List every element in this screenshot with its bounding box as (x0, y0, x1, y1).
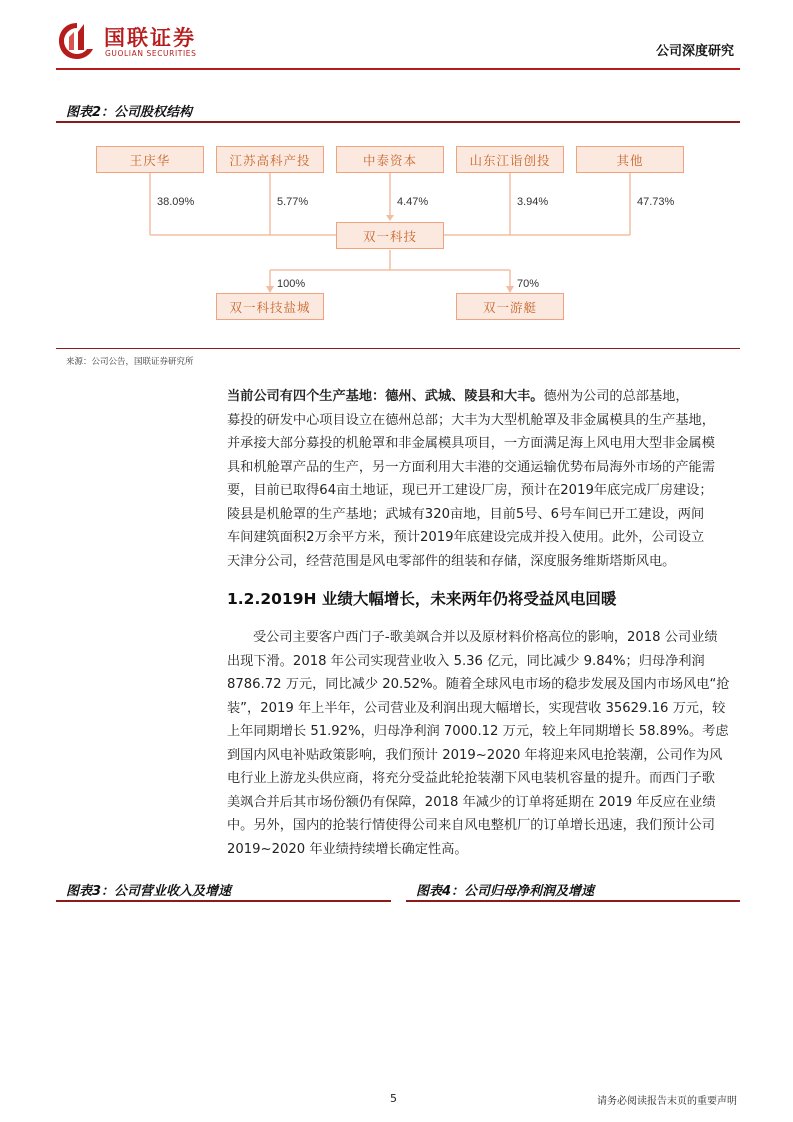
paragraph-production-bases (227, 385, 739, 573)
paragraph-line: 电行业上游龙头供应商，将充分受益此轮抢装潮下风电装机容量的提升。而西门子歌 (227, 771, 715, 786)
figure4-title: 图表4：公司归母净利润及增速 (416, 884, 595, 899)
paragraph-line: 8786.72 万元，同比减少 20.52%。随着全球风电市场的稳步发展及国内市场风电“抢 (227, 677, 730, 692)
figure4-top-rule (406, 900, 740, 902)
shareholder-box-jiangsu-gaoke: 江苏高科产投 (216, 146, 324, 173)
paragraph-line: 上年同期增长 51.92%，归母净利润 7000.12 万元，较上年同期增长 58.89%。考虑 (227, 724, 729, 739)
footer-disclaimer: 请务必阅读报告末页的重要声明 (597, 1096, 737, 1107)
share-label-jiangsu-gaoke: 5.77% (277, 196, 309, 208)
shareholder-box-zhongtai-capital: 中泰资本 (336, 146, 444, 173)
figure3-title: 图表3：公司营业收入及增速 (66, 884, 232, 899)
logo-text-en: GUOLIAN SECURITIES (105, 49, 197, 58)
paragraph-line: 天津分公司，经营范围是风电零部件的组装和存储，深度服务维斯塔斯风电。 (227, 553, 676, 569)
paragraph-line: 陵县是机舱罩的生产基地；武城有320亩地，目前5号、6号车间已开工建设，两间 (227, 506, 705, 522)
paragraph-line (227, 385, 739, 409)
shareholder-box-others: 其他 (576, 146, 684, 173)
paragraph-performance (227, 626, 739, 861)
figure2-source: 来源：公司公告，国联证券研究所 (66, 357, 194, 367)
paragraph-line: 并承接大部分募投的机舱罩和非金属模具项目，一方面满足海上风电用大型非金属模 (227, 436, 715, 451)
paragraph-lead: 当前公司有四个生产基地：德州、武城、陵县和大丰。 (227, 389, 544, 404)
paragraph-line-text: 德州为公司的总部基地， (543, 389, 689, 404)
share-label-yancheng: 100% (277, 278, 306, 290)
shareholder-box-shandong-jiangyi: 山东江诣创投 (456, 146, 564, 173)
paragraph-line: 美飒合并后其市场份额仍有保障，2018 年减少的订单将延期在 2019 年反应在业绩 (227, 794, 716, 810)
paragraph-line: 车间建筑面积2万余平方米，预计2019年底建设完成并投入使用。此外，公司设立 (227, 530, 705, 545)
paragraph-line: 装”，2019 年上半年，公司营业及利润出现大幅增长，实现营收 35629.16 万元，较 (227, 700, 726, 716)
paragraph-line: 募投的研发中心项目设立在德州总部；大丰为大型机舱罩及非金属模具的生产基地， (227, 412, 715, 428)
paragraph-line: 2019~2020 年业绩持续增长确定性高。 (227, 841, 468, 857)
paragraph-line: 要，目前已取得64亩土地证，现已开工建设厂房，预计在2019年底完成厂房建设； (227, 483, 713, 498)
share-label-others: 47.73% (637, 196, 675, 208)
paragraph-line: 具和机舱罩产品的生产，另一方面利用大丰港的交通运输优势布局海外市场的产能需 (227, 459, 715, 475)
subsidiary-box-yancheng: 双一科技盐城 (216, 293, 324, 320)
logo-text-cn: 国联证券 (104, 26, 196, 50)
subsidiary-box-yacht: 双一游艇 (456, 293, 564, 320)
page-number: 5 (390, 1092, 397, 1105)
company-box-shuangyi-tech: 双一科技 (336, 222, 444, 249)
shareholder-box-wang-qinghua: 王庆华 (96, 146, 204, 173)
paragraph-line: 出现下滑。2018 年公司实现营业收入 5.36 亿元，同比减少 9.84%；归母净利润 (227, 653, 705, 669)
paragraph-line: 到国内风电补贴政策影响，我们预计 2019~2020 年将迎来风电抢装潮，公司作为风 (227, 747, 723, 763)
report-type: 公司深度研究 (655, 44, 734, 59)
figure3-top-rule (56, 900, 391, 902)
paragraph-line: 受公司主要客户西门子-歌美飒合并以及原材料价格高位的影响，2018 公司业绩 (253, 630, 718, 645)
section-heading: 1.2.2019H 业绩大幅增长，未来两年仍将受益风电回暖 (227, 590, 617, 608)
share-label-zhongtai-capital: 4.47% (397, 196, 429, 208)
share-label-shandong-jiangyi: 3.94% (517, 196, 549, 208)
paragraph-line: 中。另外，国内的抢装行情使得公司来自风电整机厂的订单增长迅速，我们预计公司 (227, 818, 715, 833)
share-label-yacht: 70% (517, 278, 540, 290)
ownership-connectors (0, 0, 793, 360)
figure2-title: 图表2：公司股权结构 (66, 105, 193, 120)
figure2-bottom-rule (56, 348, 740, 349)
share-label-wang-qinghua: 38.09% (157, 196, 195, 208)
